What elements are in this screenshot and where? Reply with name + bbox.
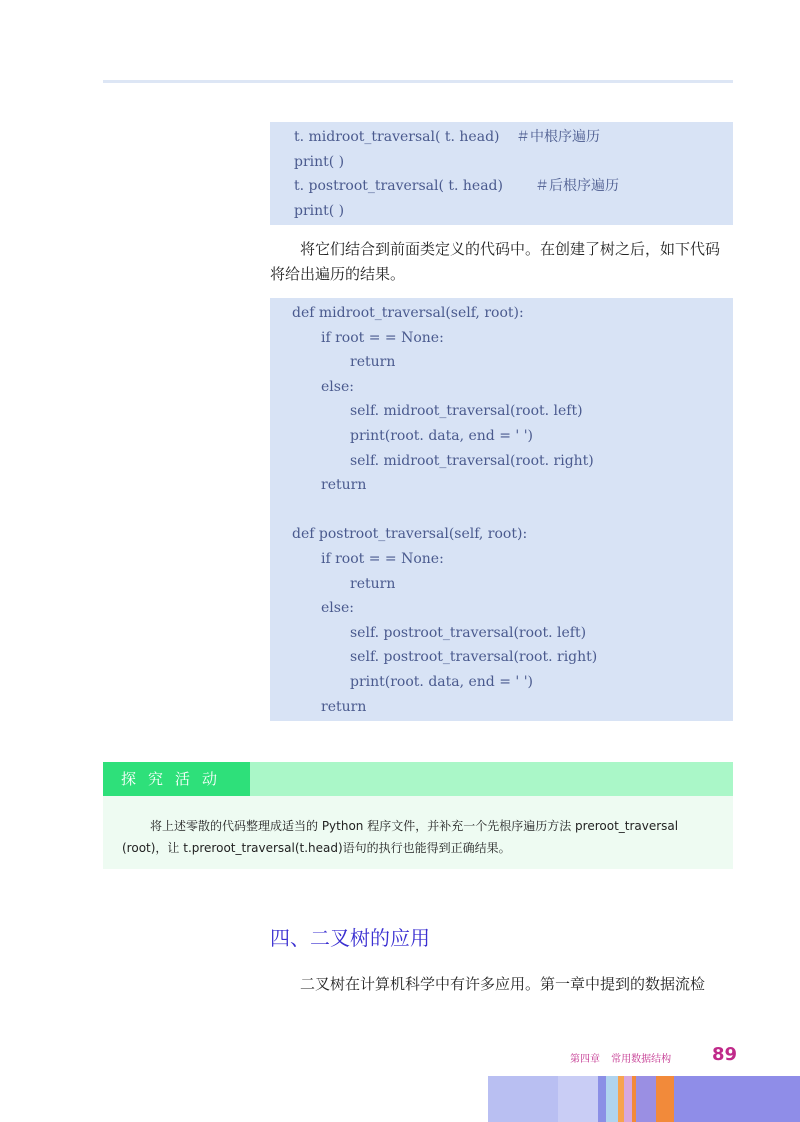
header-rule — [103, 80, 733, 83]
section-paragraph — [270, 972, 733, 997]
code-line: if root = = None: — [321, 551, 444, 567]
code-line: print( ) — [294, 203, 345, 219]
code-block-2 — [270, 298, 733, 721]
code-comment: ＃后根序遍历 — [535, 178, 619, 194]
code-line: return — [350, 575, 396, 592]
paragraph-line: 二叉树在计算机科学中有许多应用。第一章中提到的数据流检 — [300, 975, 706, 993]
code-line: t. postroot_traversal( t. head) — [294, 178, 503, 194]
section-title: 四、二叉树的应用 — [270, 926, 430, 950]
activity-text-line: 将上述零散的代码整理成适当的 Python 程序文件，并补充一个先根序遍历方法 preroot_traversal — [150, 819, 679, 833]
code-line: return — [321, 477, 367, 494]
footer-chapter-title: 第四章 常用数据结构 — [570, 1054, 672, 1065]
code-line: else: — [321, 600, 354, 617]
code-comment: ＃中根序遍历 — [516, 129, 600, 145]
code-line: else: — [321, 378, 354, 395]
paragraph-line: 将给出遍历的结果。 — [270, 265, 406, 283]
code-line: if root = = None: — [321, 329, 444, 346]
code-line: def postroot_traversal(self, root): — [292, 526, 528, 543]
code-line: print(root. data, end = ' ') — [350, 428, 533, 444]
code-block-1 — [270, 122, 733, 225]
code-line: self. postroot_traversal(root. right) — [350, 649, 598, 666]
code-line: self. midroot_traversal(root. right) — [350, 452, 594, 469]
page-number: 89 — [712, 1044, 738, 1065]
paragraph-line: 将它们结合到前面类定义的代码中。在创建了树之后，如下代码 — [300, 240, 721, 258]
code-line: print( ) — [294, 154, 345, 170]
code-line: return — [350, 354, 396, 371]
code-line: t. midroot_traversal( t. head) — [294, 129, 500, 145]
code-line: self. midroot_traversal(root. left) — [350, 403, 583, 420]
activity-label: 探究活动 — [103, 762, 250, 796]
code-line: print(root. data, end = ' ') — [350, 674, 533, 690]
body-paragraph — [270, 237, 733, 287]
code-line: return — [321, 698, 367, 715]
code-line: def midroot_traversal(self, root): — [292, 305, 524, 321]
activity-text-line: (root)，让 t.preroot_traversal(t.head)语句的执行也能得到正确结果。 — [122, 841, 511, 855]
code-line: self. postroot_traversal(root. left) — [350, 624, 587, 641]
